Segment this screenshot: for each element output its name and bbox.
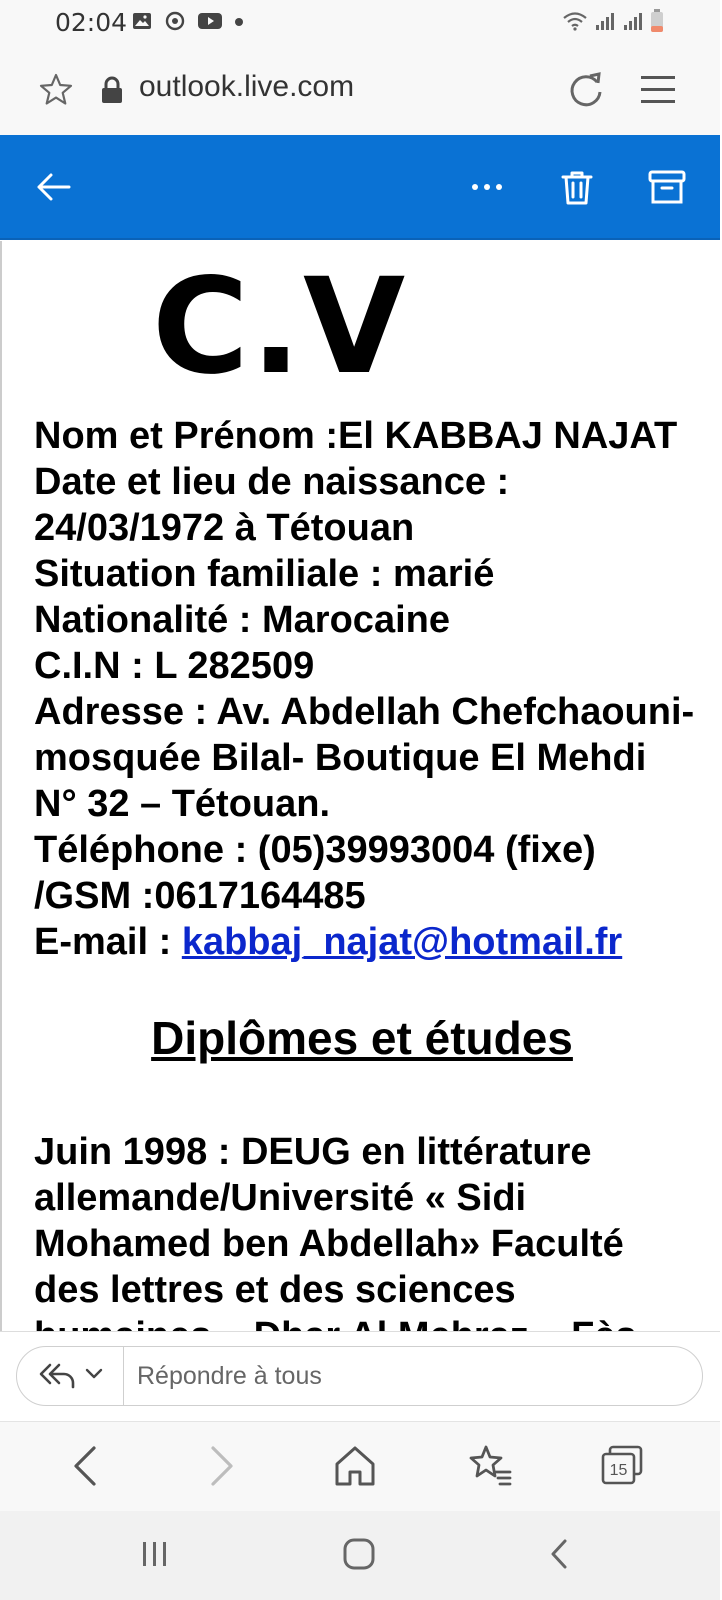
status-time: 02:04 <box>55 8 128 37</box>
signal-icon <box>594 10 616 37</box>
tabs-icon[interactable] <box>600 1444 644 1493</box>
info-line: C.I.N : L 282509 <box>34 645 315 687</box>
info-line: mosquée Bilal- Boutique El Mehdi <box>34 737 647 779</box>
email-body <box>0 241 720 1331</box>
study-line: Mohamed ben Abdellah» Faculté <box>34 1223 624 1265</box>
url-text[interactable]: outlook.live.com <box>139 70 355 103</box>
reply-all-button[interactable] <box>18 1346 124 1406</box>
delete-icon[interactable] <box>557 167 597 212</box>
youtube-icon <box>198 12 222 35</box>
home-button-icon[interactable] <box>342 1537 376 1576</box>
info-line: Téléphone : (05)39993004 (fixe) <box>34 829 596 871</box>
wifi-icon <box>562 10 588 37</box>
study-line: allemande/Université « Sidi <box>34 1177 527 1219</box>
signal-icon <box>622 10 644 37</box>
system-back-icon[interactable] <box>545 1537 575 1576</box>
back-arrow-icon[interactable] <box>33 167 73 212</box>
chevron-down-icon <box>84 1367 104 1386</box>
system-nav-bar <box>0 1511 720 1600</box>
dot-icon <box>234 14 244 32</box>
browser-forward-icon[interactable] <box>200 1444 240 1493</box>
image-icon <box>132 11 152 36</box>
status-icons-right <box>562 10 664 36</box>
personal-info <box>34 413 714 965</box>
email-label: E-mail : <box>34 921 182 963</box>
info-line: Adresse : Av. Abdellah Chefchaouni- <box>34 691 695 733</box>
study-line: des lettres et des sciences <box>34 1269 516 1311</box>
info-line: Situation familiale : marié <box>34 553 495 595</box>
browser-menu-icon[interactable] <box>640 72 676 113</box>
section-heading: Diplômes et études <box>151 1012 573 1064</box>
status-bar <box>0 0 720 46</box>
reply-bar <box>0 1331 720 1421</box>
mail-header <box>0 135 720 240</box>
archive-icon[interactable] <box>647 167 687 212</box>
bookmark-star-icon[interactable] <box>38 72 74 113</box>
reply-all-icon <box>38 1359 76 1394</box>
home-icon[interactable] <box>333 1444 377 1493</box>
status-icons-left <box>132 10 244 36</box>
more-icon[interactable] <box>467 167 507 212</box>
browser-back-icon[interactable] <box>67 1444 107 1493</box>
tab-count: 15 <box>609 1462 628 1479</box>
recent-apps-icon[interactable] <box>140 1537 170 1576</box>
browser-url-bar <box>0 46 720 135</box>
browser-bottom-nav <box>0 1421 720 1511</box>
bookmarks-icon[interactable] <box>468 1444 512 1493</box>
reload-icon[interactable] <box>566 70 606 115</box>
info-line: 24/03/1972 à Tétouan <box>34 507 415 549</box>
info-line: Nom et Prénom :El KABBAJ NAJAT <box>34 415 678 457</box>
battery-icon <box>650 9 664 38</box>
info-line: N° 32 – Tétouan. <box>34 783 331 825</box>
lock-icon <box>101 76 123 109</box>
info-line: Nationalité : Marocaine <box>34 599 450 641</box>
info-line: /GSM :0617164485 <box>34 875 366 917</box>
cv-title: C.V <box>152 250 408 404</box>
info-line: Date et lieu de naissance : <box>34 461 510 503</box>
email-line <box>34 919 714 965</box>
sync-icon <box>164 10 186 37</box>
email-link[interactable]: kabbaj_najat@hotmail.fr <box>181 921 623 963</box>
studies <box>34 1129 714 1359</box>
study-line: Juin 1998 : DEUG en littérature <box>34 1131 592 1173</box>
reply-placeholder[interactable]: Répondre à tous <box>137 1362 322 1390</box>
